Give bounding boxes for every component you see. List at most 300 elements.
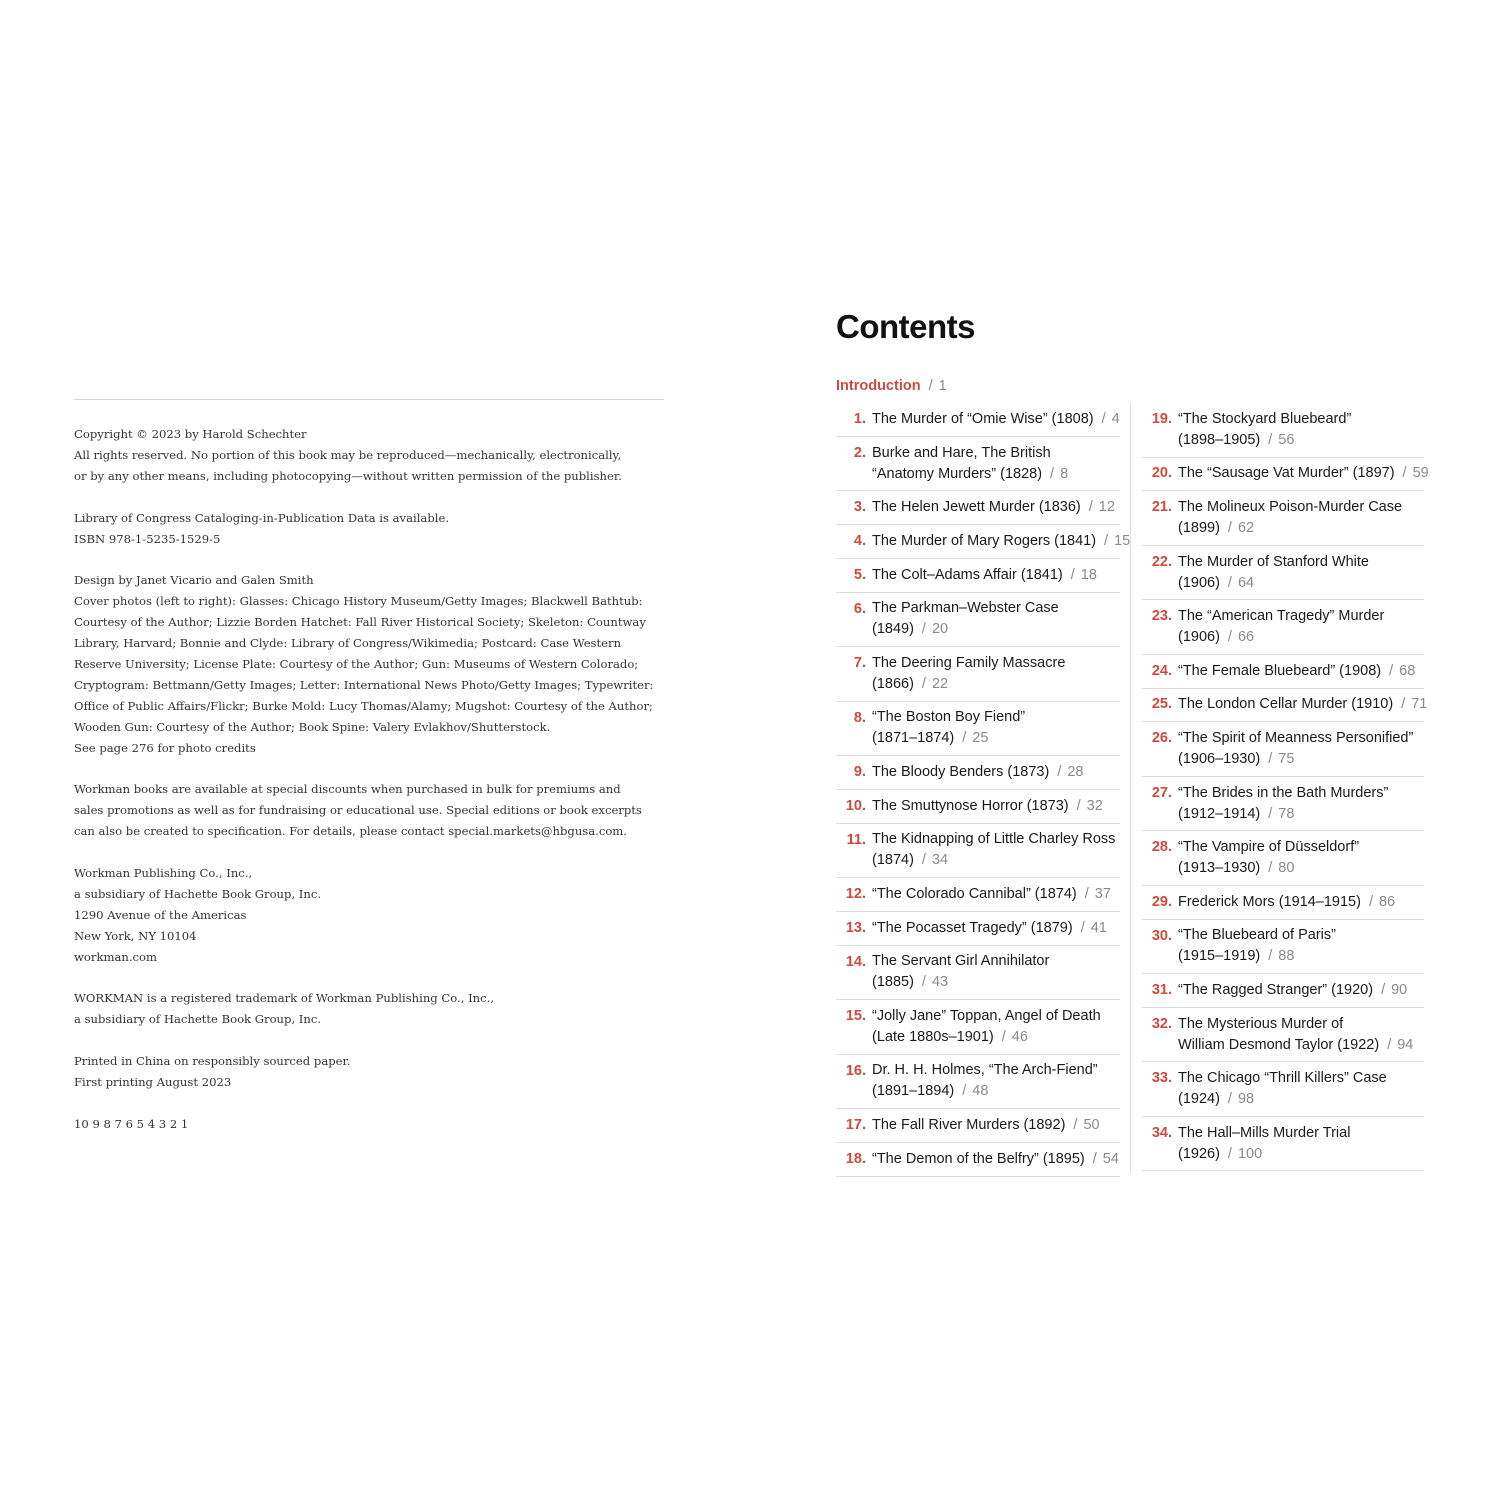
toc-entry-number: 24. bbox=[1151, 662, 1172, 679]
toc-entry-page: 59 bbox=[1412, 465, 1429, 482]
copyright-page bbox=[74, 398, 666, 1156]
toc-entry-title bbox=[1178, 694, 1427, 715]
toc-entry-title-line bbox=[1178, 783, 1388, 804]
toc-entry-title-line bbox=[1178, 694, 1427, 715]
toc-entry-page: 15 bbox=[1114, 532, 1131, 549]
toc-entry-number: 16. bbox=[845, 1062, 866, 1079]
toc-entry-title-text: (1899) bbox=[1178, 520, 1220, 536]
toc-entry-title bbox=[1178, 925, 1336, 967]
toc-entry-number: 29. bbox=[1151, 893, 1172, 910]
toc-entry-title-line bbox=[872, 884, 1111, 905]
toc-entry[interactable] bbox=[836, 647, 1120, 702]
toc-separator: / bbox=[1084, 885, 1089, 902]
toc-introduction-page: 1 bbox=[938, 378, 947, 394]
toc-entry-title-text: The London Cellar Murder (1910) bbox=[1178, 696, 1394, 713]
toc-separator: / bbox=[1389, 662, 1394, 679]
toc-entry-title-line bbox=[1178, 497, 1402, 518]
toc-entry-number: 17. bbox=[845, 1116, 866, 1133]
toc-entry[interactable] bbox=[1142, 722, 1424, 777]
toc-entry-title-text: The Chicago “Thrill Killers” Case bbox=[1178, 1070, 1387, 1086]
toc-entry-page: 20 bbox=[931, 621, 949, 638]
toc-entry-title bbox=[872, 565, 1097, 586]
toc-entry[interactable] bbox=[836, 593, 1120, 648]
toc-entry-title bbox=[1178, 783, 1388, 825]
contents-heading: Contents bbox=[836, 308, 975, 345]
toc-entry-number: 23. bbox=[1151, 608, 1172, 625]
toc-entry-title bbox=[1178, 892, 1395, 913]
toc-entry-title bbox=[1178, 1068, 1387, 1110]
toc-entry-number: 21. bbox=[1151, 499, 1172, 516]
toc-entry-title-text: (1891–1894) bbox=[872, 1083, 955, 1100]
toc-entry-title-line bbox=[872, 728, 1025, 749]
toc-entry-title-text: “The Colorado Cannibal” (1874) bbox=[872, 885, 1077, 902]
toc-entry-title-line bbox=[872, 674, 1065, 695]
toc-separator: / bbox=[921, 852, 926, 869]
toc-entry-title-line bbox=[1178, 1014, 1413, 1035]
toc-entry-title-text: The Mysterious Murder of bbox=[1178, 1015, 1344, 1032]
toc-entry-title bbox=[1178, 552, 1369, 594]
toc-entry-title-line bbox=[872, 1115, 1100, 1136]
toc-entry-page: 25 bbox=[972, 730, 989, 747]
toc-entry-title-text: The “American Tragedy” Murder bbox=[1178, 608, 1385, 624]
toc-entry-title bbox=[872, 918, 1107, 939]
toc-separator: / bbox=[1073, 1116, 1078, 1133]
toc-entry-number: 34. bbox=[1151, 1124, 1172, 1141]
toc-entry-number: 30. bbox=[1151, 927, 1172, 944]
toc-entry-title-text: “The Bluebeard of Paris” bbox=[1178, 927, 1336, 944]
toc-entry-title-line bbox=[872, 850, 1115, 871]
toc-entry[interactable] bbox=[836, 790, 1120, 824]
toc-separator: / bbox=[1070, 566, 1075, 583]
toc-separator: / bbox=[1092, 1150, 1097, 1167]
toc-entry[interactable] bbox=[1142, 491, 1424, 546]
toc-entry-title-line bbox=[1178, 627, 1384, 648]
copyright-line: Cover photos (left to right): Glasses: Chicago History Museum/Getty Images; Blackwell Bathtub: bbox=[74, 594, 643, 609]
toc-entry-title-text: The Kidnapping of Little Charley Ross bbox=[872, 831, 1116, 848]
toc-entry-number: 22. bbox=[1151, 553, 1172, 570]
toc-entry-title-text: William Desmond Taylor (1922) bbox=[1178, 1036, 1380, 1053]
copyright-line: Copyright © 2023 by Harold Schechter bbox=[74, 427, 307, 441]
toc-entry-number: 27. bbox=[1151, 784, 1172, 801]
toc-separator: / bbox=[921, 621, 926, 638]
toc-column-left bbox=[836, 403, 1131, 1177]
toc-entry-title bbox=[1178, 837, 1359, 879]
copyright-block bbox=[74, 988, 666, 1030]
toc-entry-title-text: The Molineux Poison-Murder Case bbox=[1178, 499, 1403, 515]
toc-entry-page: 41 bbox=[1090, 919, 1107, 936]
toc-introduction[interactable] bbox=[836, 376, 947, 396]
toc-entry-number: 3. bbox=[853, 499, 866, 516]
toc-entry-title-text: Dr. H. H. Holmes, “The Arch-Fiend” bbox=[872, 1062, 1098, 1079]
toc-entry-number: 4. bbox=[853, 532, 866, 549]
toc-entry[interactable] bbox=[836, 702, 1120, 757]
toc-separator: / bbox=[962, 1083, 967, 1100]
toc-entry-title-line bbox=[872, 598, 1059, 619]
toc-entry-page: 75 bbox=[1278, 751, 1295, 767]
toc-entry-title-text: “The Brides in the Bath Murders” bbox=[1178, 784, 1389, 801]
toc-entry-title-line bbox=[872, 762, 1084, 783]
toc-entry-number: 9. bbox=[853, 763, 866, 780]
toc-entry[interactable] bbox=[1142, 886, 1424, 920]
toc-entry-title-line bbox=[872, 1060, 1098, 1081]
toc-entry-title-text: (1885) bbox=[872, 974, 914, 991]
toc-entry-title-line bbox=[872, 1149, 1119, 1170]
toc-entry-number: 12. bbox=[845, 885, 866, 902]
toc-entry[interactable] bbox=[1142, 1008, 1424, 1063]
toc-introduction-label: Introduction bbox=[836, 378, 921, 394]
toc-entry-title-line bbox=[1178, 463, 1429, 484]
toc-entry-title-line bbox=[1178, 925, 1336, 946]
copyright-line: a subsidiary of Hachette Book Group, Inc. bbox=[74, 886, 322, 901]
copyright-line: New York, NY 10104 bbox=[74, 928, 197, 943]
toc-separator: / bbox=[1227, 629, 1232, 645]
copyright-block bbox=[74, 1114, 666, 1135]
toc-entry-number: 8. bbox=[853, 709, 866, 726]
toc-entry-title-line bbox=[1178, 552, 1369, 573]
toc-entry-title-line bbox=[872, 1081, 1098, 1102]
toc-separator: / bbox=[1227, 574, 1232, 591]
toc-entry-title-text: (1912–1914) bbox=[1178, 805, 1261, 822]
toc-separator: / bbox=[1268, 860, 1273, 876]
copyright-line: can also be created to specification. For details, please contact special.markets@hbgusa.com. bbox=[74, 824, 627, 839]
copyright-line: All rights reserved. No portion of this book may be reproduced—mechanically, electronically, bbox=[74, 447, 622, 462]
toc-column-right bbox=[1142, 403, 1429, 1171]
toc-entry-page: 64 bbox=[1237, 574, 1255, 591]
toc-entry-title-text: The Smuttynose Horror (1873) bbox=[872, 797, 1069, 814]
toc-entry[interactable] bbox=[1142, 1117, 1424, 1172]
copyright-line: 10 9 8 7 6 5 4 3 2 1 bbox=[74, 1116, 189, 1131]
toc-separator: / bbox=[1001, 1028, 1006, 1045]
toc-entry-title bbox=[872, 1115, 1100, 1136]
toc-entry-title-text: Frederick Mors (1914–1915) bbox=[1178, 893, 1361, 910]
toc-entry-page: 37 bbox=[1094, 885, 1111, 902]
toc-separator: / bbox=[1401, 696, 1406, 713]
copyright-line: Library of Congress Cataloging-in-Publication Data is available. bbox=[74, 510, 450, 525]
toc-entry-number: 5. bbox=[853, 566, 866, 583]
toc-entry-title bbox=[872, 653, 1065, 695]
toc-entry-title bbox=[872, 531, 1130, 552]
toc-separator: / bbox=[1080, 919, 1085, 936]
toc-entry-title-text: “The Spirit of Meanness Personified” bbox=[1178, 730, 1414, 746]
toc-separator: / bbox=[1268, 805, 1273, 822]
copyright-line: See page 276 for photo credits bbox=[74, 740, 256, 755]
toc-entry-title-line bbox=[872, 1006, 1101, 1027]
toc-entry-title-text: “Jolly Jane” Toppan, Angel of Death bbox=[872, 1007, 1101, 1024]
toc-entry-page: 80 bbox=[1278, 860, 1295, 876]
toc-entry-number: 20. bbox=[1151, 465, 1172, 482]
toc-entry-title-line bbox=[872, 531, 1130, 552]
toc-entry[interactable] bbox=[836, 1000, 1120, 1055]
toc-entry[interactable] bbox=[1142, 600, 1424, 655]
toc-entry-page: 48 bbox=[972, 1083, 989, 1100]
toc-entry-title-text: “The Pocasset Tragedy” (1879) bbox=[872, 919, 1073, 936]
toc-separator: / bbox=[1227, 1091, 1232, 1107]
copyright-line: Office of Public Affairs/Flickr; Burke Mold: Lucy Thomas/Alamy; Mugshot: Courtesy of the Author; bbox=[74, 698, 653, 713]
toc-entry-title bbox=[1178, 728, 1413, 770]
toc-entry-title-text: The Servant Girl Annihilator bbox=[872, 953, 1050, 970]
copyright-line: 1290 Avenue of the Americas bbox=[74, 907, 247, 922]
toc-entry[interactable] bbox=[836, 491, 1120, 525]
copyright-line: Library, Harvard; Bonnie and Clyde: Library of Congress/Wikimedia; Postcard: Case Western bbox=[74, 636, 622, 651]
toc-entry-title-text: (1866) bbox=[872, 675, 914, 692]
toc-entry-page: 56 bbox=[1278, 431, 1295, 448]
toc-entry-title-line bbox=[1178, 728, 1413, 749]
toc-entry-title-line bbox=[872, 409, 1120, 430]
toc-separator: / bbox=[1101, 410, 1106, 427]
toc-entry-number: 2. bbox=[853, 444, 866, 461]
toc-separator: / bbox=[1104, 532, 1109, 549]
toc-entry-title bbox=[872, 707, 1025, 749]
toc-entry[interactable] bbox=[1142, 403, 1424, 458]
toc-entry-title-text: (1906) bbox=[1178, 574, 1220, 591]
toc-entry-title bbox=[872, 1006, 1101, 1048]
toc-separator: / bbox=[1227, 1145, 1232, 1162]
toc-entry-title-text: (1874) bbox=[872, 852, 914, 869]
copyright-line: ISBN 978-1-5235-1529-5 bbox=[74, 531, 221, 546]
toc-entry-number: 25. bbox=[1151, 696, 1172, 713]
toc-entry-number: 31. bbox=[1151, 981, 1172, 998]
toc-entry-title-line bbox=[872, 497, 1115, 518]
toc-entry[interactable] bbox=[1142, 920, 1424, 975]
toc-entry-page: 43 bbox=[931, 974, 949, 991]
toc-entry-title-text: The Fall River Murders (1892) bbox=[872, 1116, 1066, 1133]
toc-entry-title-text: (1898–1905) bbox=[1178, 431, 1261, 448]
toc-entry-number: 7. bbox=[853, 655, 866, 671]
copyright-line: workman.com bbox=[74, 949, 157, 964]
copyright-text bbox=[74, 398, 666, 1135]
toc-entry[interactable] bbox=[1142, 546, 1424, 601]
toc-entry-title-line bbox=[1178, 892, 1395, 913]
toc-entry-number: 19. bbox=[1151, 411, 1172, 427]
toc-entry-page: 66 bbox=[1237, 629, 1255, 645]
toc-entry-title bbox=[1178, 409, 1351, 451]
toc-entry-title-line bbox=[1178, 946, 1336, 967]
copyright-line: sales promotions as well as for fundraising or educational use. Special editions or book excerpts bbox=[74, 803, 642, 818]
toc-entry[interactable] bbox=[836, 1109, 1120, 1143]
toc-entry-title-line bbox=[1178, 518, 1402, 539]
toc-entry[interactable] bbox=[836, 756, 1120, 790]
toc-separator: / bbox=[1268, 948, 1273, 965]
toc-entry[interactable] bbox=[836, 912, 1120, 946]
copyright-line: or by any other means, including photocopying—without written permission of the publisher. bbox=[74, 468, 622, 483]
toc-separator: / bbox=[928, 378, 933, 394]
toc-entry[interactable] bbox=[1142, 974, 1424, 1008]
toc-entry[interactable] bbox=[836, 559, 1120, 593]
toc-entry-page: 46 bbox=[1011, 1028, 1028, 1045]
toc-entry[interactable] bbox=[836, 525, 1131, 559]
toc-entry-title bbox=[872, 1149, 1119, 1170]
toc-entry-title-line bbox=[1178, 837, 1359, 858]
toc-entry-title-line bbox=[872, 707, 1025, 728]
toc-entry-number: 15. bbox=[845, 1008, 866, 1024]
toc-entry-title-text: The Helen Jewett Murder (1836) bbox=[872, 499, 1081, 516]
toc-entry-title-text: The Parkman–Webster Case bbox=[872, 600, 1059, 617]
toc-entry-page: 54 bbox=[1102, 1150, 1119, 1167]
toc-entry-title-line bbox=[1178, 1123, 1350, 1144]
toc-entry-page: 50 bbox=[1083, 1116, 1100, 1133]
toc-entry-title-line bbox=[1178, 409, 1351, 430]
toc-entry-number: 18. bbox=[845, 1150, 866, 1167]
toc-entry-title-text: The Colt–Adams Affair (1841) bbox=[872, 566, 1063, 583]
toc-entry[interactable] bbox=[1142, 777, 1424, 832]
toc-entry-number: 28. bbox=[1151, 839, 1172, 856]
copyright-line: Wooden Gun: Courtesy of the Author; Book Spine: Valery Evlakhov/Shutterstock. bbox=[74, 719, 551, 734]
toc-entry-title-text: (1849) bbox=[872, 621, 914, 638]
copyright-block bbox=[74, 863, 666, 968]
toc-entry-page: 12 bbox=[1098, 499, 1115, 516]
toc-entry[interactable] bbox=[1142, 655, 1424, 689]
toc-entry[interactable] bbox=[1142, 458, 1429, 492]
toc-entry-title-text: “The Ragged Stranger” (1920) bbox=[1178, 981, 1374, 998]
toc-entry-title-line bbox=[1178, 858, 1359, 879]
toc-entry-title-text: The Murder of Stanford White bbox=[1178, 553, 1369, 570]
toc-entry-title-line bbox=[872, 829, 1115, 850]
toc-separator: / bbox=[1268, 751, 1273, 767]
toc-entry-title-text: “Anatomy Murders” (1828) bbox=[872, 465, 1043, 482]
toc-entry[interactable] bbox=[836, 946, 1120, 1001]
toc-entry-title bbox=[1178, 1014, 1413, 1056]
toc-entry-title-line bbox=[1178, 430, 1351, 451]
toc-entry-page: 94 bbox=[1397, 1036, 1414, 1053]
toc-entry-title-line bbox=[872, 619, 1059, 640]
toc-entry-number: 26. bbox=[1151, 730, 1172, 747]
toc-entry[interactable] bbox=[836, 878, 1120, 912]
copyright-line: Workman Publishing Co., Inc., bbox=[74, 865, 253, 880]
toc-entry-title-text: “The Stockyard Bluebeard” bbox=[1178, 410, 1352, 427]
toc-entry-title-line bbox=[1178, 606, 1384, 627]
toc-entry-title bbox=[872, 409, 1120, 430]
copyright-block bbox=[74, 424, 666, 487]
toc-separator: / bbox=[1402, 465, 1407, 482]
toc-entry-title-text: (1871–1874) bbox=[872, 730, 955, 747]
toc-entry-title-line bbox=[872, 464, 1068, 485]
copyright-line: Courtesy of the Author; Lizzie Borden Hatchet: Fall River Historical Society; Skeleton: Countway bbox=[74, 615, 646, 630]
toc-entry-number: 13. bbox=[845, 919, 866, 936]
toc-entry-title bbox=[872, 884, 1111, 905]
toc-entry-title-line bbox=[1178, 980, 1407, 1001]
toc-entry-title-line bbox=[1178, 1144, 1350, 1165]
toc-entry-page: 98 bbox=[1237, 1091, 1255, 1107]
toc-separator: / bbox=[1076, 797, 1081, 814]
toc-entry[interactable] bbox=[1142, 689, 1428, 723]
copyright-line: Reserve University; License Plate: Courtesy of the Author; Gun: Museums of Western Colorado; bbox=[74, 656, 639, 671]
toc-entry-title bbox=[1178, 980, 1407, 1001]
toc-entry[interactable] bbox=[836, 403, 1120, 437]
toc-entry[interactable] bbox=[836, 824, 1120, 879]
toc-separator: / bbox=[921, 675, 926, 692]
toc-separator: / bbox=[1050, 465, 1055, 482]
toc-entry-title-line bbox=[1178, 1035, 1413, 1056]
toc-separator: / bbox=[1368, 893, 1373, 910]
toc-entry-title-text: (1926) bbox=[1178, 1145, 1220, 1162]
toc-entry-title-line bbox=[1178, 804, 1388, 825]
copyright-block bbox=[74, 570, 666, 758]
toc-separator: / bbox=[1381, 981, 1386, 998]
toc-entry-title-line bbox=[872, 918, 1107, 939]
toc-entry[interactable] bbox=[836, 437, 1120, 492]
copyright-block bbox=[74, 508, 666, 550]
toc-separator: / bbox=[1387, 1036, 1392, 1053]
toc-entry-title-text: The Murder of Mary Rogers (1841) bbox=[872, 532, 1097, 549]
toc-entry-title-line bbox=[872, 951, 1049, 972]
toc-entry-title-text: The Bloody Benders (1873) bbox=[872, 763, 1050, 780]
toc-entry-number: 1. bbox=[853, 410, 866, 427]
toc-entry[interactable] bbox=[836, 1055, 1120, 1110]
toc-entry-title-text: (1913–1930) bbox=[1178, 860, 1261, 876]
copyright-line: Printed in China on responsibly sourced paper. bbox=[74, 1054, 351, 1069]
toc-entry[interactable] bbox=[1142, 831, 1424, 886]
toc-entry-page: 86 bbox=[1378, 893, 1396, 910]
toc-entry-title-line bbox=[872, 796, 1103, 817]
toc-entry-page: 28 bbox=[1067, 763, 1084, 780]
toc-entry-title bbox=[1178, 463, 1429, 484]
toc-entry-title-text: “The Female Bluebeard” (1908) bbox=[1178, 662, 1382, 679]
copyright-line: Design by Janet Vicario and Galen Smith bbox=[74, 573, 314, 588]
toc-entry-title bbox=[1178, 661, 1415, 682]
toc-entry-title-line bbox=[872, 1027, 1101, 1048]
toc-entry-title bbox=[872, 829, 1115, 871]
toc-entry-page: 90 bbox=[1391, 981, 1408, 998]
toc-entry-title-line bbox=[1178, 1089, 1387, 1110]
toc-entry-title-line bbox=[1178, 573, 1369, 594]
toc-entry-title bbox=[1178, 497, 1402, 539]
toc-entry-title-text: (1924) bbox=[1178, 1091, 1220, 1107]
copyright-line: First printing August 2023 bbox=[74, 1075, 232, 1089]
toc-entry-number: 14. bbox=[845, 953, 866, 970]
toc-separator: / bbox=[1088, 499, 1093, 516]
toc-entry-title-text: Burke and Hare, The British bbox=[872, 444, 1051, 461]
toc-entry-title-text: “The Demon of the Belfry” (1895) bbox=[872, 1150, 1085, 1167]
toc-entry-page: 78 bbox=[1278, 805, 1295, 822]
toc-entry-title-line bbox=[872, 972, 1049, 993]
toc-entry-page: 22 bbox=[931, 675, 949, 692]
toc-entry-title bbox=[872, 443, 1068, 485]
copyright-line: a subsidiary of Hachette Book Group, Inc. bbox=[74, 1012, 322, 1027]
toc-separator: / bbox=[921, 974, 926, 991]
toc-entry-title-text: “The Boston Boy Fiend” bbox=[872, 709, 1026, 726]
toc-column-divider bbox=[1130, 403, 1131, 1173]
toc-entry-page: 100 bbox=[1237, 1145, 1263, 1162]
toc-entry-title-text: (1906) bbox=[1178, 629, 1220, 645]
copyright-block bbox=[74, 1051, 666, 1093]
toc-entry-title-line bbox=[872, 443, 1068, 464]
toc-entry-page: 4 bbox=[1111, 410, 1120, 427]
toc-entry-title-text: (1915–1919) bbox=[1178, 948, 1261, 965]
toc-separator: / bbox=[1268, 431, 1273, 448]
toc-entry-title-line bbox=[1178, 661, 1415, 682]
toc-entry-title-text: The Murder of “Omie Wise” (1808) bbox=[872, 410, 1094, 427]
copyright-block bbox=[74, 779, 666, 842]
toc-entry-page: 18 bbox=[1080, 566, 1097, 583]
toc-entry-number: 11. bbox=[846, 831, 866, 848]
toc-entry-title-text: The Deering Family Massacre bbox=[872, 654, 1066, 671]
toc-entry-title bbox=[1178, 606, 1384, 648]
toc-entry-title bbox=[872, 796, 1103, 817]
toc-entry[interactable] bbox=[836, 1143, 1120, 1177]
toc-entry-title bbox=[872, 1060, 1098, 1102]
toc-entry-page: 62 bbox=[1237, 520, 1255, 536]
copyright-line: Cryptogram: Bettmann/Getty Images; Letter: International News Photo/Getty Images; Typewriter: bbox=[74, 677, 654, 692]
toc-entry-number: 10. bbox=[845, 797, 866, 814]
toc-entry-title bbox=[1178, 1123, 1350, 1165]
toc-separator: / bbox=[1057, 763, 1062, 780]
toc-entry-title-text: “The Vampire of Düsseldorf” bbox=[1178, 839, 1360, 855]
toc-entry-title-line bbox=[872, 565, 1097, 586]
toc-entry[interactable] bbox=[1142, 1062, 1424, 1117]
copyright-line: Workman books are available at special discounts when purchased in bulk for premiums and bbox=[74, 782, 621, 797]
toc-entry-title-text: The “Sausage Vat Murder” (1897) bbox=[1178, 465, 1395, 482]
toc-separator: / bbox=[962, 730, 967, 747]
